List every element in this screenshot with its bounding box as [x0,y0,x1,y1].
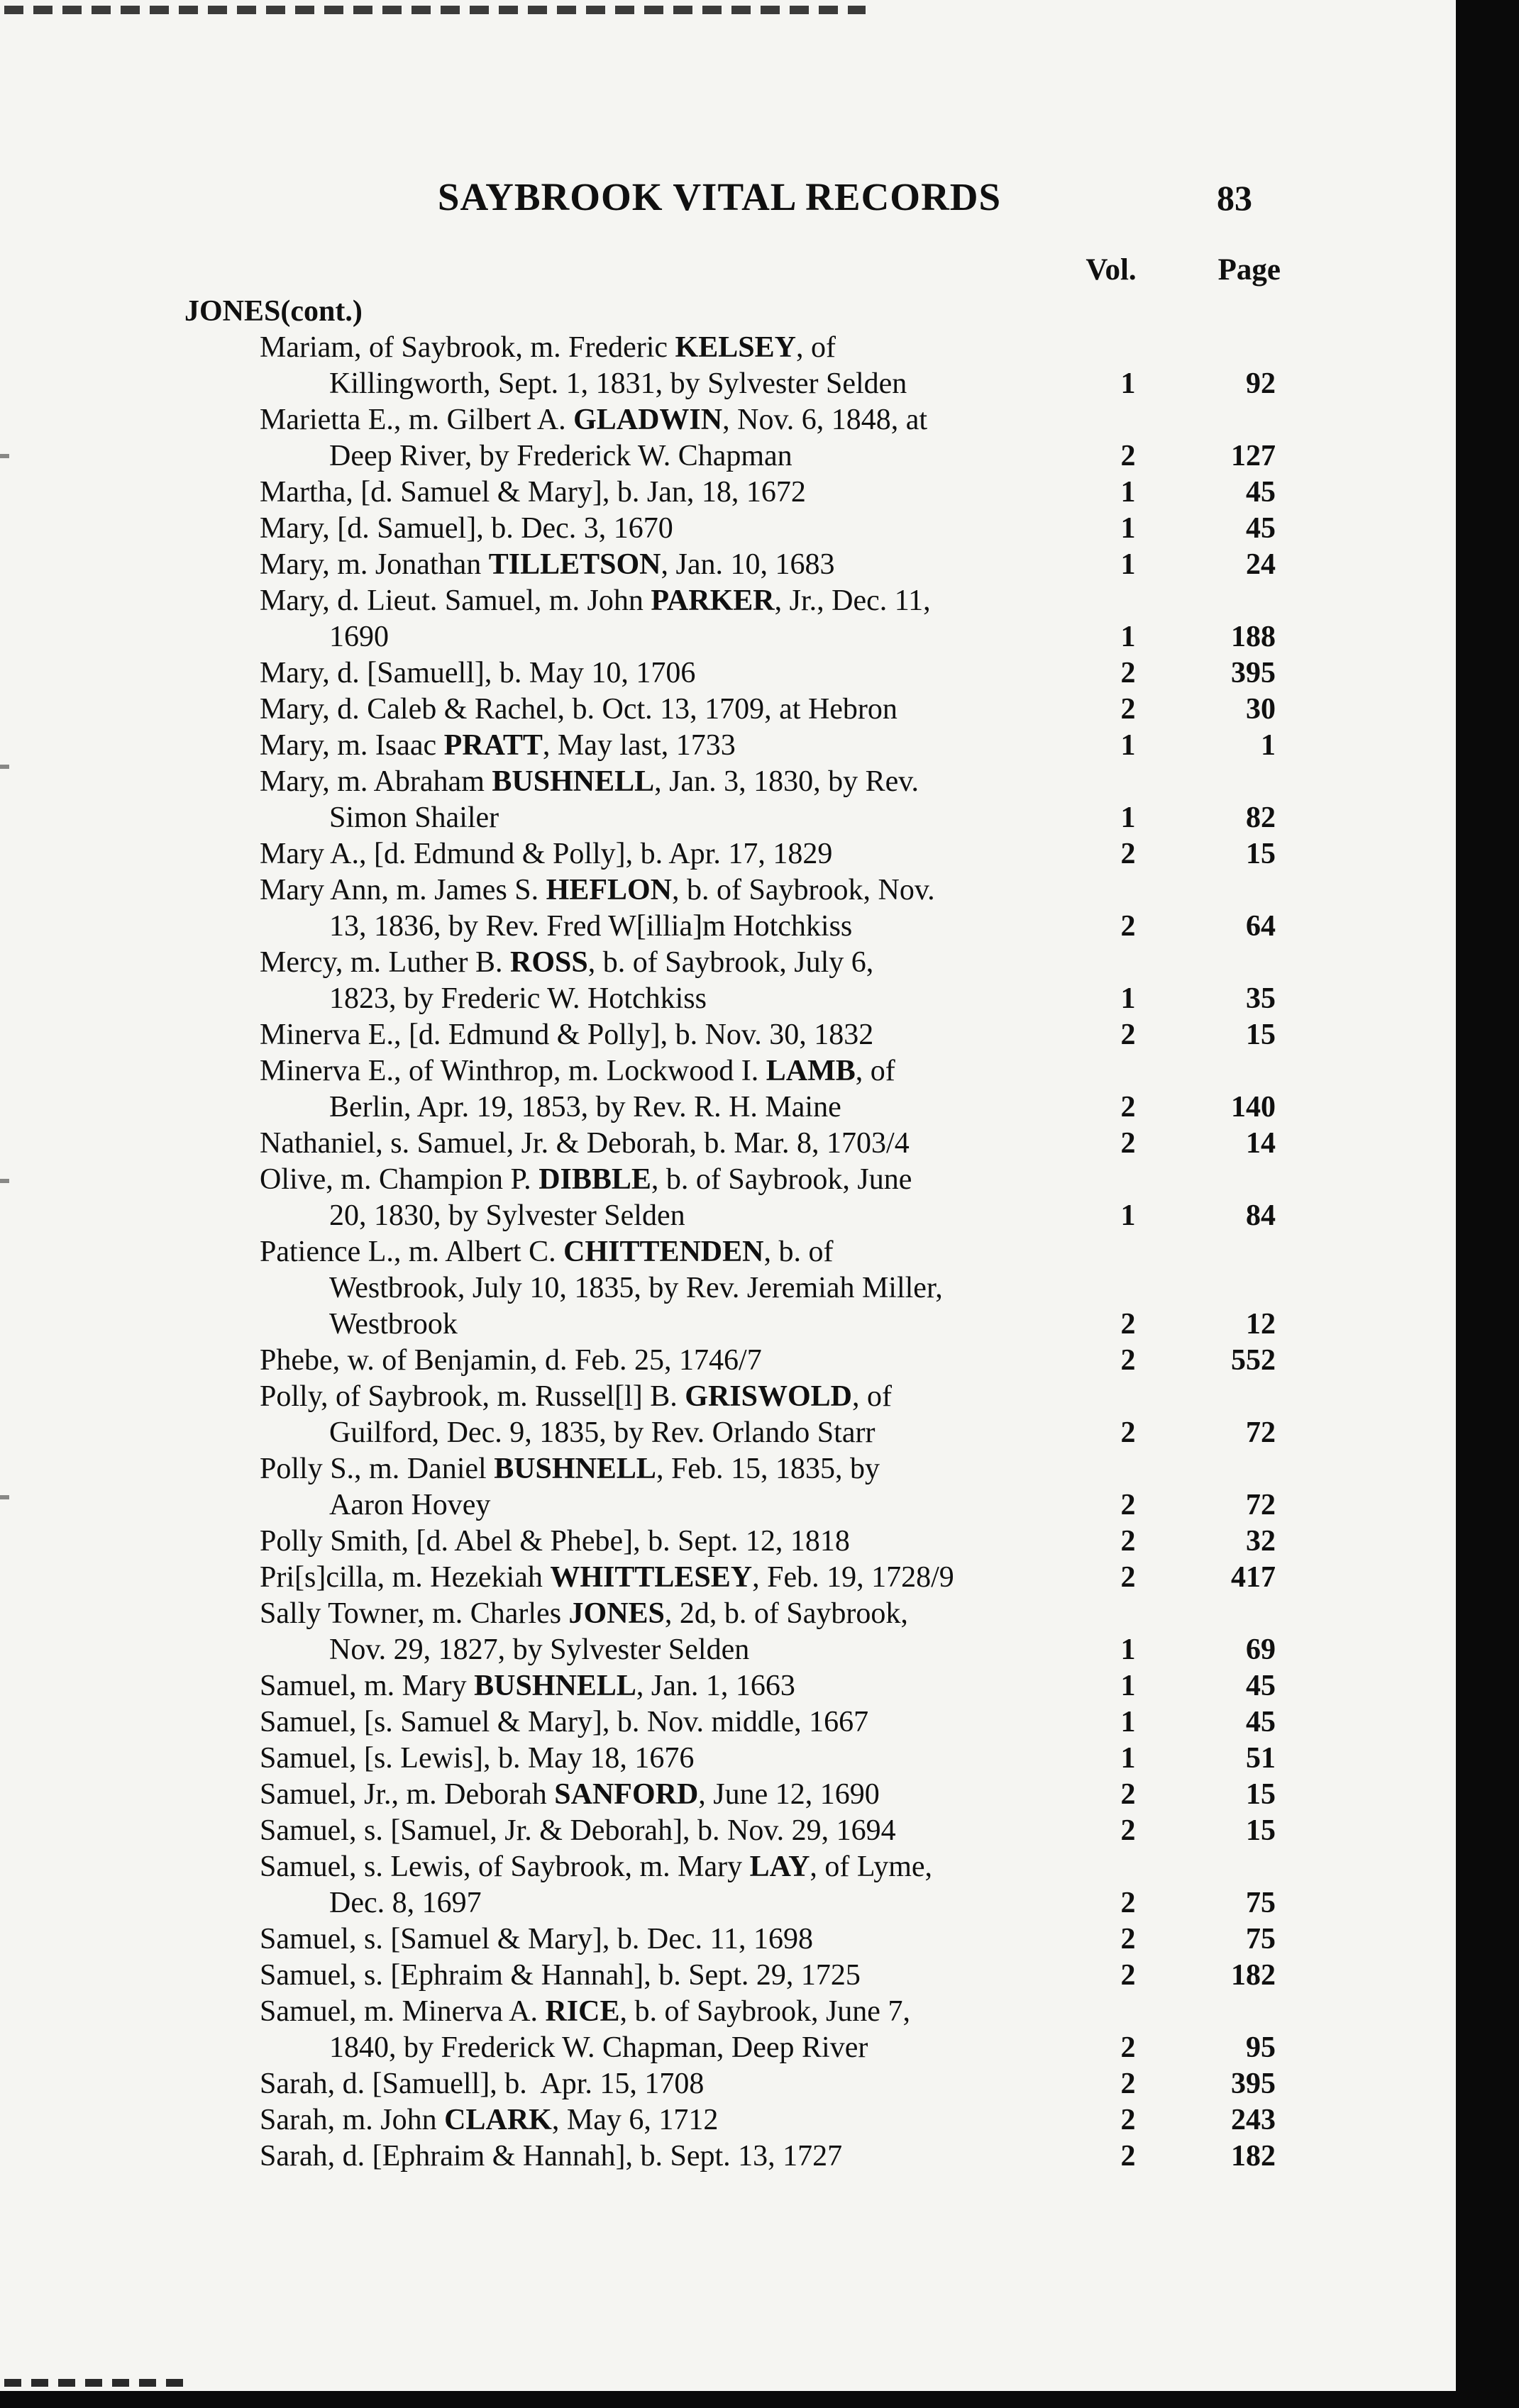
record-segment: Samuel, [s. Samuel & Mary], b. Nov. middle, 1667 [260,1706,869,1738]
vol-value: 2 [1120,1489,1136,1521]
vol-value: 2 [1120,1525,1136,1558]
record-segment: Dec. 8, 1697 [329,1887,482,1919]
record-surname-segment: WHITTLESEY [550,1561,753,1594]
record-segment: Mariam, of Saybrook, m. Frederic [260,331,675,364]
page-value: 243 [1231,2104,1276,2136]
record-text [260,872,935,909]
page-value: 127 [1231,440,1276,472]
record-segment: , Jan. 10, 1683 [661,548,835,581]
record-text [260,1379,892,1415]
page-value: 15 [1246,1778,1276,1811]
record-segment: Killingworth, Sept. 1, 1831, by Sylvester Selden [329,367,907,400]
record-surname-segment: ROSS [510,946,588,979]
vol-value: 2 [1120,1923,1136,1955]
record-text [260,764,919,800]
record-segment: , 2d, b. of Saybrook, [664,1597,908,1630]
record-segment: Samuel, m. Minerva A. [260,1995,546,2028]
record-segment: , May 6, 1712 [551,2104,719,2136]
record-text [329,619,389,655]
record-surname-segment: DIBBLE [538,1163,651,1196]
record-surname-segment: JONES [568,1597,665,1630]
vol-value: 2 [1120,1814,1136,1847]
record-line [0,547,1298,583]
vol-value: 1 [1120,982,1136,1015]
torn-edge-dashes-bottom [4,2379,190,2387]
record-line [0,728,1298,764]
record-line [0,945,1298,981]
record-segment: Nov. 29, 1827, by Sylvester Selden [329,1633,750,1666]
page-value: 35 [1246,982,1276,1015]
record-segment: , Jr., Dec. 11, [774,584,931,617]
record-text [329,981,707,1017]
vol-value: 2 [1120,1127,1136,1160]
vol-value: 2 [1120,1344,1136,1377]
record-line [0,1451,1298,1487]
record-text [329,1632,749,1668]
record-line [0,909,1298,945]
record-text [329,1306,458,1343]
record-segment: , b. of Saybrook, July 6, [587,946,874,979]
record-line [0,1306,1298,1343]
record-surname-segment: RICE [545,1995,620,2028]
page-value: 32 [1246,1525,1276,1558]
vol-value: 1 [1120,801,1136,834]
page-value: 75 [1246,1887,1276,1919]
record-text [260,2066,704,2102]
vol-value: 2 [1120,2104,1136,2136]
record-line [0,2066,1298,2102]
record-line [0,1270,1298,1306]
record-segment: Guilford, Dec. 9, 1835, by Rev. Orlando Starr [329,1416,876,1449]
record-segment: Samuel, s. [Samuel, Jr. & Deborah], b. Nov. 29, 1694 [260,1814,896,1847]
record-surname-segment: CLARK [444,2104,552,2136]
record-surname-segment: GRISWOLD [685,1380,852,1413]
page-value: 72 [1246,1416,1276,1449]
record-line [0,330,1298,366]
record-line [0,619,1298,655]
record-line [0,655,1298,692]
record-line [0,1560,1298,1596]
record-segment: Samuel, Jr., m. Deborah [260,1778,555,1811]
record-surname-segment: BUSHNELL [474,1670,636,1702]
page-value: 552 [1231,1344,1276,1377]
record-line [0,836,1298,872]
record-text [260,1524,850,1560]
page-value: 188 [1231,621,1276,653]
record-segment: 1823, by Frederic W. Hotchkiss [329,982,707,1015]
vol-value: 1 [1120,512,1136,545]
vol-value: 2 [1120,838,1136,870]
record-surname-segment: GLADWIN [573,404,723,436]
record-segment: Mary, d. [Samuell], b. May 10, 1706 [260,657,696,689]
record-segment: Polly, of Saybrook, m. Russel[l] B. [260,1380,685,1413]
record-surname-segment: TILLETSON [488,548,661,581]
record-text [260,1234,834,1270]
record-text [260,1777,880,1813]
record-text [260,1849,932,1885]
record-segment: Martha, [d. Samuel & Mary], b. Jan, 18, 1672 [260,476,806,509]
record-text [329,1885,482,1921]
record-surname-segment: BUSHNELL [494,1453,656,1485]
vol-value: 1 [1120,476,1136,509]
record-text [260,1921,813,1958]
record-segment: Samuel, s. [Ephraim & Hannah], b. Sept. 29, 1725 [260,1959,861,1992]
record-segment: Sarah, m. John [260,2104,445,2136]
record-text [329,800,499,836]
record-line [0,1379,1298,1415]
record-segment: Mary, m. Abraham [260,765,492,798]
record-segment: Westbrook, July 10, 1835, by Rev. Jeremiah Miller, [329,1272,943,1304]
record-segment: , of [795,331,836,364]
record-segment: Mary, m. Jonathan [260,548,489,581]
page-value: 82 [1246,801,1276,834]
record-line [0,438,1298,475]
record-text [329,1198,685,1234]
vol-value: 2 [1120,1778,1136,1811]
record-text [260,1126,910,1162]
record-text [329,438,792,475]
page-title: SAYBROOK VITAL RECORDS [437,175,1002,218]
record-segment: , Jan. 3, 1830, by Rev. [654,765,919,798]
record-text [329,1415,875,1451]
record-line [0,294,1298,330]
page-value: 182 [1231,1959,1276,1992]
record-text [260,1017,873,1053]
page-value: 92 [1246,367,1276,400]
record-line [0,1668,1298,1704]
record-surname-segment: HEFLON [546,874,673,906]
record-line [0,1632,1298,1668]
record-line [0,1596,1298,1632]
record-text [260,836,832,872]
record-text [260,1994,910,2030]
record-surname-segment: JONES [184,295,281,328]
record-text [329,366,907,402]
record-text [260,2138,842,2175]
record-segment: Polly S., m. Daniel [260,1453,495,1485]
page-value: 14 [1246,1127,1276,1160]
page-value: 45 [1246,512,1276,545]
page-value: 64 [1246,910,1276,943]
vol-value: 2 [1120,2068,1136,2100]
record-line [0,366,1298,402]
record-text [260,1813,896,1849]
record-line [0,1885,1298,1921]
record-segment: , Feb. 15, 1835, by [656,1453,880,1485]
record-segment: Mary, d. Lieut. Samuel, m. John [260,584,651,617]
record-segment: , b. of Saybrook, Nov. [672,874,935,906]
vol-value: 2 [1120,2140,1136,2173]
record-text [260,1343,762,1379]
record-segment: Deep River, by Frederick W. Chapman [329,440,792,472]
record-text [260,1668,795,1704]
record-segment: , b. of [763,1236,834,1268]
record-text [329,1089,841,1126]
page-value: 417 [1231,1561,1276,1594]
record-segment: Mercy, m. Luther B. [260,946,511,979]
page-column-header: Page [1217,253,1281,287]
record-text [260,655,695,692]
record-segment: Sarah, d. [Samuell], b. Apr. 15, 1708 [260,2068,705,2100]
record-text [260,2102,718,2138]
record-segment: Patience L., m. Albert C. [260,1236,564,1268]
record-text [260,728,736,764]
vol-value: 2 [1120,1887,1136,1919]
page-value: 140 [1231,1091,1276,1123]
record-segment: Olive, m. Champion P. [260,1163,539,1196]
record-segment: Pri[s]cilla, m. Hezekiah [260,1561,551,1594]
record-line [0,1089,1298,1126]
record-line [0,1162,1298,1198]
record-line [0,1704,1298,1741]
record-segment: Polly Smith, [d. Abel & Phebe], b. Sept. 12, 1818 [260,1525,850,1558]
record-line [0,764,1298,800]
vol-value: 1 [1120,548,1136,581]
record-line [0,1053,1298,1089]
record-segment: Samuel, m. Mary [260,1670,475,1702]
record-text [260,330,836,366]
page-value: 45 [1246,1670,1276,1702]
record-segment: , Feb. 19, 1728/9 [752,1561,954,1594]
record-line [0,1343,1298,1379]
record-text [260,1451,880,1487]
page-value: 51 [1246,1742,1276,1775]
page-value: 395 [1231,657,1276,689]
page-value: 30 [1246,693,1276,726]
vol-value: 2 [1120,657,1136,689]
record-line [0,475,1298,511]
vol-value: 1 [1120,1199,1136,1232]
record-text [329,1270,943,1306]
torn-edge-dashes-top [4,6,866,14]
record-line [0,1994,1298,2030]
record-surname-segment: LAY [749,1851,810,1883]
record-text [260,402,927,438]
vol-column-header: Vol. [1086,253,1137,287]
vol-value: 2 [1120,910,1136,943]
record-segment: , of [855,1055,895,1087]
record-segment: , of [852,1380,892,1413]
record-segment: Marietta E., m. Gilbert A. [260,404,574,436]
vol-value: 1 [1120,729,1136,762]
record-segment: Westbrook [329,1308,458,1341]
page-value: 15 [1246,1019,1276,1051]
record-line [0,1524,1298,1560]
record-line [0,981,1298,1017]
record-segment: Samuel, s. Lewis, of Saybrook, m. Mary [260,1851,750,1883]
record-line [0,1487,1298,1524]
vol-value: 2 [1120,2031,1136,2064]
page-value: 69 [1246,1633,1276,1666]
record-segment: Minerva E., of Winthrop, m. Lockwood I. [260,1055,766,1087]
record-surname-segment: BUSHNELL [492,765,655,798]
record-segment: Mary A., [d. Edmund & Polly], b. Apr. 17, 1829 [260,838,833,870]
scan-edge-band-right [1456,0,1519,2408]
record-text [260,1958,861,1994]
record-text [260,1741,694,1777]
vol-value: 2 [1120,1561,1136,1594]
record-segment: Nathaniel, s. Samuel, Jr. & Deborah, b. Mar. 8, 1703/4 [260,1127,910,1160]
record-line [0,1849,1298,1885]
record-line [0,800,1298,836]
page-value: 15 [1246,838,1276,870]
page-value: 95 [1246,2031,1276,2064]
record-text [184,294,363,330]
record-surname-segment: SANFORD [554,1778,699,1811]
record-text [260,1162,912,1198]
record-segment: Berlin, Apr. 19, 1853, by Rev. R. H. Maine [329,1091,841,1123]
record-text [260,1053,895,1089]
record-segment: 1690 [329,621,389,653]
record-segment: Phebe, w. of Benjamin, d. Feb. 25, 1746/7 [260,1344,762,1377]
record-text [260,547,835,583]
page-value: 84 [1246,1199,1276,1232]
record-text [260,1560,954,1596]
vol-value: 2 [1120,1308,1136,1341]
record-segment: 20, 1830, by Sylvester Selden [329,1199,685,1232]
record-text [329,909,852,945]
vol-value: 1 [1120,1706,1136,1738]
vol-value: 2 [1120,1091,1136,1123]
record-segment: , Jan. 1, 1663 [636,1670,795,1702]
vol-value: 1 [1120,1633,1136,1666]
record-segment: 13, 1836, by Rev. Fred W[illia]m Hotchkiss [329,910,853,943]
record-segment: Samuel, s. [Samuel & Mary], b. Dec. 11, 1698 [260,1923,813,1955]
record-segment: , June 12, 1690 [698,1778,880,1811]
record-segment: Mary Ann, m. James S. [260,874,546,906]
record-line [0,511,1298,547]
record-segment: Aaron Hovey [329,1489,491,1521]
record-line [0,2102,1298,2138]
page-value: 15 [1246,1814,1276,1847]
record-segment: Sally Towner, m. Charles [260,1597,569,1630]
page-value: 12 [1246,1308,1276,1341]
vol-value: 2 [1120,1416,1136,1449]
record-text [260,945,873,981]
record-line [0,2138,1298,2175]
record-line [0,1921,1298,1958]
record-segment: Sarah, d. [Ephraim & Hannah], b. Sept. 13, 1727 [260,2140,843,2173]
record-text [260,583,931,619]
vol-value: 2 [1120,693,1136,726]
vol-value: 2 [1120,440,1136,472]
page-number: 83 [1217,178,1252,218]
page-value: 75 [1246,1923,1276,1955]
record-line [0,692,1298,728]
record-line [0,872,1298,909]
vol-value: 1 [1120,367,1136,400]
record-segment: , May last, 1733 [542,729,736,762]
record-segment: , b. of Saybrook, June [651,1163,912,1196]
record-surname-segment: PARKER [651,584,775,617]
record-text [329,1487,490,1524]
record-segment: , of Lyme, [810,1851,933,1883]
record-line [0,402,1298,438]
record-line [0,2030,1298,2066]
vol-value: 1 [1120,1670,1136,1702]
record-line [0,1777,1298,1813]
record-line [0,1198,1298,1234]
record-text [329,2030,868,2066]
record-line [0,1958,1298,1994]
record-lines [0,294,1298,2175]
record-segment: Minerva E., [d. Edmund & Polly], b. Nov. 30, 1832 [260,1019,874,1051]
record-line [0,1017,1298,1053]
record-line [0,1234,1298,1270]
scan-edge-band-bottom [0,2391,1519,2408]
vol-value: 2 [1120,1019,1136,1051]
record-segment: Mary, d. Caleb & Rachel, b. Oct. 13, 1709, at Hebron [260,693,897,726]
page-value: 45 [1246,1706,1276,1738]
record-surname-segment: PRATT [443,729,543,762]
record-segment: Mary, m. Isaac [260,729,444,762]
record-text [260,511,673,547]
record-line [0,1741,1298,1777]
page-value: 24 [1246,548,1276,581]
record-segment: Mary, [d. Samuel], b. Dec. 3, 1670 [260,512,673,545]
vol-value: 1 [1120,621,1136,653]
vol-value: 2 [1120,1959,1136,1992]
page-value: 182 [1231,2140,1276,2173]
record-segment: Simon Shailer [329,801,499,834]
page-value: 395 [1231,2068,1276,2100]
record-text [260,475,806,511]
record-line [0,1415,1298,1451]
record-text [260,692,897,728]
record-line [0,1813,1298,1849]
record-surname-segment: KELSEY [675,331,796,364]
record-text [260,1596,908,1632]
record-line [0,1126,1298,1162]
record-surname-segment: (cont.) [280,295,363,328]
record-surname-segment: CHITTENDEN [563,1236,764,1268]
record-segment: , Nov. 6, 1848, at [722,404,928,436]
page-value: 1 [1261,729,1276,762]
page-value: 45 [1246,476,1276,509]
record-surname-segment: LAMB [766,1055,856,1087]
record-text [260,1704,868,1741]
page-value: 72 [1246,1489,1276,1521]
record-segment: 1840, by Frederick W. Chapman, Deep River [329,2031,868,2064]
vol-value: 1 [1120,1742,1136,1775]
record-segment: Samuel, [s. Lewis], b. May 18, 1676 [260,1742,695,1775]
record-line [0,583,1298,619]
record-segment: , b. of Saybrook, June 7, [619,1995,910,2028]
